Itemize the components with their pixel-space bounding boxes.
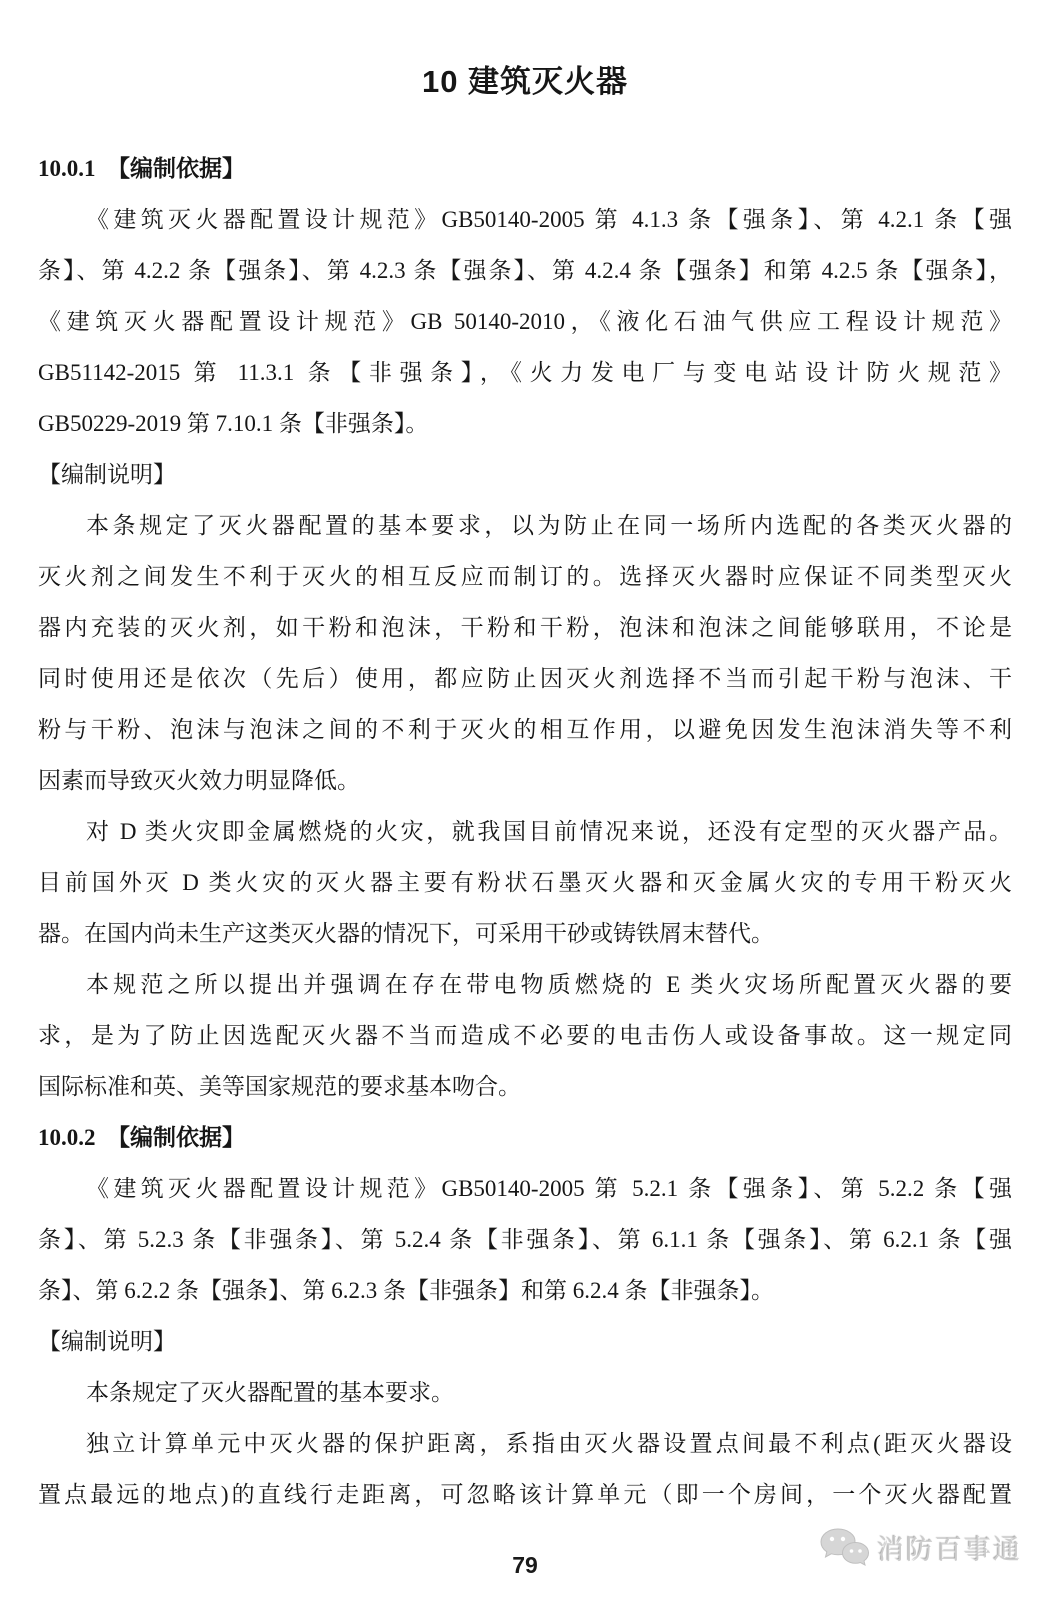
text-line: 本规范之所以提出并强调在存在带电物质燃烧的 E 类火灾场所配置灭火器的要 bbox=[86, 972, 1012, 997]
section-heading-10-0-2: 10.0.2 【编制依据】 bbox=[38, 1125, 245, 1150]
document-body bbox=[38, 143, 1012, 1520]
text-line: 器。在国内尚未生产这类灭火器的情况下，可采用干砂或铸铁屑末替代。 bbox=[38, 921, 774, 946]
text-line: 同时使用还是依次（先后）使用，都应防止因灭火剂选择不当而引起干粉与泡沫、干 bbox=[38, 666, 1012, 691]
text-line: 条】、第 6.2.2 条【强条】、第 6.2.3 条【非强条】和第 6.2.4 条【非强条】。 bbox=[38, 1278, 774, 1303]
text-line: 《建筑灭火器配置设计规范》GB 50140-2010，《液化石油气供应工程设计规范》 bbox=[38, 309, 1012, 334]
text-line: 因素而导致灭火效力明显降低。 bbox=[38, 768, 360, 793]
text-line: 目前国外灭 D 类火灾的灭火器主要有粉状石墨灭火器和灭金属火灾的专用干粉灭火 bbox=[38, 870, 1012, 895]
watermark-text: 消防百事通 bbox=[877, 1534, 1022, 1565]
text-line: 置点最远的地点)的直线行走距离，可忽略该计算单元（即一个房间，一个灭火器配置 bbox=[38, 1482, 1012, 1507]
text-line: 本条规定了灭火器配置的基本要求，以为防止在同一场所内选配的各类灭火器的 bbox=[86, 513, 1012, 538]
subsection-heading: 【编制说明】 bbox=[38, 462, 176, 487]
text-line: 灭火剂之间发生不利于灭火的相互反应而制订的。选择灭火器时应保证不同类型灭火 bbox=[38, 564, 1012, 589]
text-line: 国际标准和英、美等国家规范的要求基本吻合。 bbox=[38, 1074, 521, 1099]
text-line: 本条规定了灭火器配置的基本要求。 bbox=[86, 1380, 454, 1405]
page-title: 10 建筑灭火器 bbox=[421, 64, 629, 99]
text-line: GB50229-2019 第 7.10.1 条【非强条】。 bbox=[38, 411, 429, 436]
text-line: 《建筑灭火器配置设计规范》GB50140-2005 第 5.2.1 条【强条】、第 5.2.2 条【强 bbox=[86, 1176, 1012, 1201]
text-line: 器内充装的灭火剂，如干粉和泡沫，干粉和干粉，泡沫和泡沫之间能够联用，不论是 bbox=[38, 615, 1012, 640]
text-line: 条】、第 4.2.2 条【强条】、第 4.2.3 条【强条】、第 4.2.4 条【强条】和第 4.2.5 条【强条】， bbox=[38, 258, 1012, 283]
text-line: 独立计算单元中灭火器的保护距离，系指由灭火器设置点间最不利点(距灭火器设 bbox=[86, 1431, 1012, 1456]
section-heading-10-0-1: 10.0.1 【编制依据】 bbox=[38, 156, 245, 181]
text-line: 条】、第 5.2.3 条【非强条】、第 5.2.4 条【非强条】、第 6.1.1 条【强条】、第 6.2.1 条【强 bbox=[38, 1227, 1012, 1252]
text-line: 粉与干粉、泡沫与泡沫之间的不利于灭火的相互作用，以避免因发生泡沫消失等不利 bbox=[38, 717, 1012, 742]
text-line: GB51142-2015 第 11.3.1 条【非强条】，《火力发电厂与变电站设计防火规范》 bbox=[38, 360, 1012, 385]
text-line: 求，是为了防止因选配灭火器不当而造成不必要的电击伤人或设备事故。这一规定同 bbox=[38, 1023, 1012, 1048]
text-line: 对 D 类火灾即金属燃烧的火灾，就我国目前情况来说，还没有定型的灭火器产品。 bbox=[86, 819, 1012, 844]
page-number: 79 bbox=[512, 1552, 538, 1578]
text-line: 《建筑灭火器配置设计规范》GB50140-2005 第 4.1.3 条【强条】、第 4.2.1 条【强 bbox=[86, 207, 1012, 232]
subsection-heading: 【编制说明】 bbox=[38, 1329, 176, 1354]
